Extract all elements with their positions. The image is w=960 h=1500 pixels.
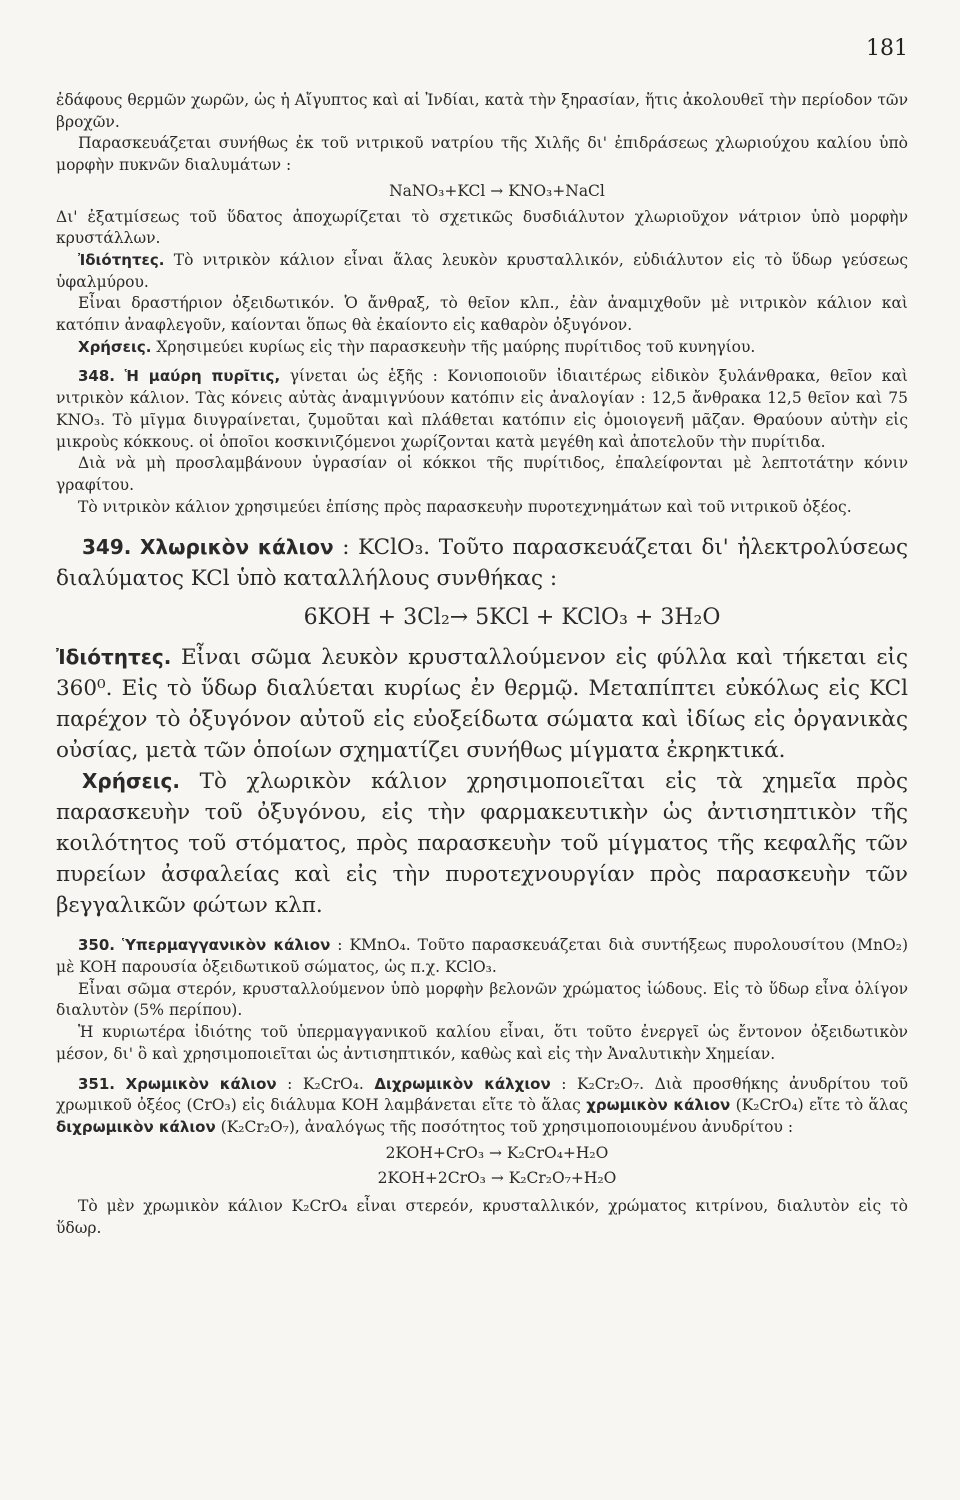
- paragraph-evaporation: Δι' ἐξατμίσεως τοῦ ὕδατος ἀποχωρίζεται τὸ σχετικῶς δυσδιάλυτον χλωριοῦχον νάτριον ὑπὸ μορφὴν κρυστάλλων.: [56, 207, 908, 248]
- paragraph-uses-kclo3: Χρήσεις. Τὸ χλωρικὸν κάλιον χρησιμοποιεῖται εἰς τὰ χημεῖα πρὸς παρασκευὴν τοῦ ὀξυγόνου, εἰς τὴν φαρμακευτικὴν ὡς ἀντισηπτικὸν τῆς κοιλότητος τοῦ στόματος, πρὸς παρασκευὴν τοῦ μίγματος τῆς κεφαλῆς τῶν πυρείων ἀσφαλείας καὶ εἰς τὴν πυροτεχνουργίαν πρὸς παρασκευὴν τῶν βεγγαλικῶν φώτων κλπ.: [56, 769, 908, 919]
- section-title: Χλωρικὸν κάλιον: [140, 535, 334, 560]
- section-title-2: Διχρωμικὸν κάλχιον: [374, 1074, 551, 1093]
- section-349: 349. Χλωρικὸν κάλιον : KClO₃. Τοῦτο παρασκευάζεται δι' ἠλεκτρολύσεως διαλύματος KCl ὑπὸ καταλλήλους συνθήκας :: [56, 535, 908, 592]
- section-title: Ὑπερμαγγανικὸν κάλιον: [121, 936, 331, 955]
- section-350: 350. Ὑπερμαγγανικὸν κάλιον : KMnO₄. Τοῦτο παρασκευάζεται διὰ συντήξεως πυρολουσίτου (MnO₂) μὲ KOH παρουσία ὀξειδωτικοῦ σώματος, ὡς π.χ. KClO₃.: [56, 936, 908, 977]
- section-number: 350.: [78, 936, 116, 955]
- section-348: 348. Ἡ μαύρη πυρῖτις, γίνεται ὡς ἑξῆς : Κονιοποιοῦν ἰδιαιτέρως εἰδικὸν ξυλάνθρακα, θεῖον καὶ νιτρικὸν κάλιον. Τὰς κόνεις αὐτὰς ἀναμιγνύουν κατόπιν εἰς ἀναλογίαν : 12,5 ἄνθρακα 12,5 θεῖον καὶ 75 KNO₃. Τὸ μῖγμα διυγραίνεται, ζυμοῦται καὶ πλάθεται κατόπιν εἰς ὁμοιογενῆ μᾶζαν. Θραύουν αὐτὴν εἰς μικροὺς κόκκους. οἱ ὁποῖοι κοσκινιζόμενοι χωρίζονται κατὰ μεγέθη καὶ ἀποτελοῦν τὴν πυρίτιδα.: [56, 367, 909, 451]
- equation-kno3: NaNO₃+KCl → KNO₃+NaCl: [389, 181, 605, 200]
- heading-properties: Ἰδιότητες.: [56, 645, 172, 670]
- heading-uses: Χρήσεις.: [78, 337, 152, 356]
- paragraph-properties-kno3: Ἰδιότητες. Τὸ νιτρικὸν κάλιον εἶναι ἅλας λευκὸν κρυσταλλικόν, εὐδιάλυτον εἰς τὸ ὕδωρ γεύσεως ὑφαλμύρου.: [56, 250, 908, 291]
- paragraph-kmno4-oxidizer: Ἡ κυριωτέρα ἰδιότης τοῦ ὑπερμαγγανικοῦ καλίου εἶναι, ὅτι τοῦτο ἐνεργεῖ ὡς ἔντονον ὀξειδωτικὸν μέσον, δι' ὃ καὶ χρησιμοποιεῖται ὡς ἀντισηπτικόν, καθὼς καὶ εἰς τὴν Ἀναλυτικὴν Χημείαν.: [56, 1023, 908, 1063]
- paragraph-graphite: Διὰ νὰ μὴ προσλαμβάνουν ὑγρασίαν οἱ κόκκοι τῆς πυρίτιδος, ἐπαλείφονται μὲ λεπτοτάτην κόνιν γραφίτου.: [56, 454, 908, 494]
- paragraph-pyrotechnics: Τὸ νιτρικὸν κάλιον χρησιμεύει ἐπίσης πρὸς παρασκευὴν πυροτεχνημάτων καὶ τοῦ νιτρικοῦ ὀξέος.: [78, 497, 852, 516]
- section-351: 351. Χρωμικὸν κάλιον : K₂CrO₄. Διχρωμικὸν κάλχιον : K₂Cr₂O₇. Διὰ προσθήκης ἀνυδρίτου τοῦ χρωμικοῦ ὀξέος (CrO₃) εἰς διάλυμα KOH λαμβάνεται εἴτε τὸ ἅλας χρωμικὸν κάλιον (K₂CrO₄) εἴτε τὸ ἅλας διχρωμικὸν κάλιον (K₂Cr₂O₇), ἀναλόγως τῆς ποσότητος τοῦ χρησιμοποιουμένου ἀνυδρίτου :: [56, 1074, 908, 1136]
- paragraph-preparation: Παρασκευάζεται συνήθως ἐκ τοῦ νιτρικοῦ νατρίου τῆς Χιλῆς δι' ἐπιδράσεως χλωριούχου καλίου ὑπὸ μορφὴν πυκνῶν διαλυμάτων :: [56, 134, 908, 175]
- section-number: 351.: [78, 1074, 116, 1093]
- paragraph-k2cro4-properties: Τὸ μὲν χρωμικὸν κάλιον K₂CrO₄ εἶναι στερεόν, κρυσταλλικόν, χρώματος κιτρίνου, διαλυτὸν εἰς τὸ ὕδωρ.: [56, 1197, 908, 1237]
- equation-kclo3: 6KOH + 3Cl₂→ 5KCl + KClO₃ + 3H₂O: [303, 605, 721, 631]
- heading-uses: Χρήσεις.: [82, 769, 180, 794]
- page-number: 181: [866, 36, 908, 61]
- equation-k2cr2o7: 2KOH+2CrO₃ → K₂Cr₂O₇+H₂O: [377, 1169, 617, 1188]
- paragraph-continuation: ἐδάφους θερμῶν χωρῶν, ὡς ἡ Αἴγυπτος καὶ αἱ Ἰνδίαι, κατὰ τὴν ξηρασίαν, ἥτις ἀκολουθεῖ τὴν περίοδον τῶν βροχῶν.: [56, 91, 908, 131]
- page-body: [56, 30, 908, 1240]
- paragraph-oxidizer: Εἶναι δραστήριον ὀξειδωτικόν. Ὁ ἄνθραξ, τὸ θεῖον κλπ., ἐὰν ἀναμιχθοῦν μὲ νιτρικὸν κάλιον καὶ κατόπιν ἀναφλεγοῦν, καίονται ὅπως θὰ ἐκαίοντο εἰς καθαρὸν ὀξυγόνον.: [56, 294, 908, 335]
- section-title: Χρωμικὸν κάλιον: [125, 1074, 277, 1093]
- equation-k2cro4: 2KOH+CrO₃ → K₂CrO₄+H₂O: [385, 1143, 609, 1162]
- paragraph-properties-kclo3: Ἰδιότητες. Εἶναι σῶμα λευκὸν κρυσταλλούμενον εἰς φύλλα καὶ τήκεται εἰς 360⁰. Εἰς τὸ ὕδωρ διαλύεται κυρίως ἐν θερμῷ. Μεταπίπτει εὐκόλως εἰς KCl παρέχον τὸ ὀξυγόνον αὐτοῦ εἰς εὐοξείδωτα σώματα καὶ ἰδίως εἰς ὀργανικὰς οὐσίας, μετὰ τῶν ὁποίων σχηματίζει συνήθως μίγματα ἐκρηκτικά.: [56, 645, 908, 764]
- paragraph-kmno4-properties: Εἶναι σῶμα στερόν, κρυσταλλούμενον ὑπὸ μορφὴν βελονῶν χρώματος ἰώδους. Εἰς τὸ ὕδωρ εἶνα ὀλίγον διαλυτὸν (5% περίπου).: [56, 979, 908, 1020]
- section-number: 349.: [82, 535, 132, 560]
- section-title: Ἡ μαύρη πυρῖτις,: [124, 367, 281, 386]
- heading-properties: Ἰδιότητες.: [78, 250, 165, 269]
- section-number: 348.: [78, 367, 116, 386]
- paragraph-uses-kno3: Χρήσεις. Χρησιμεύει κυρίως εἰς τὴν παρασκευὴν τῆς μαύρης πυρίτιδος τοῦ κυνηγίου.: [78, 337, 756, 356]
